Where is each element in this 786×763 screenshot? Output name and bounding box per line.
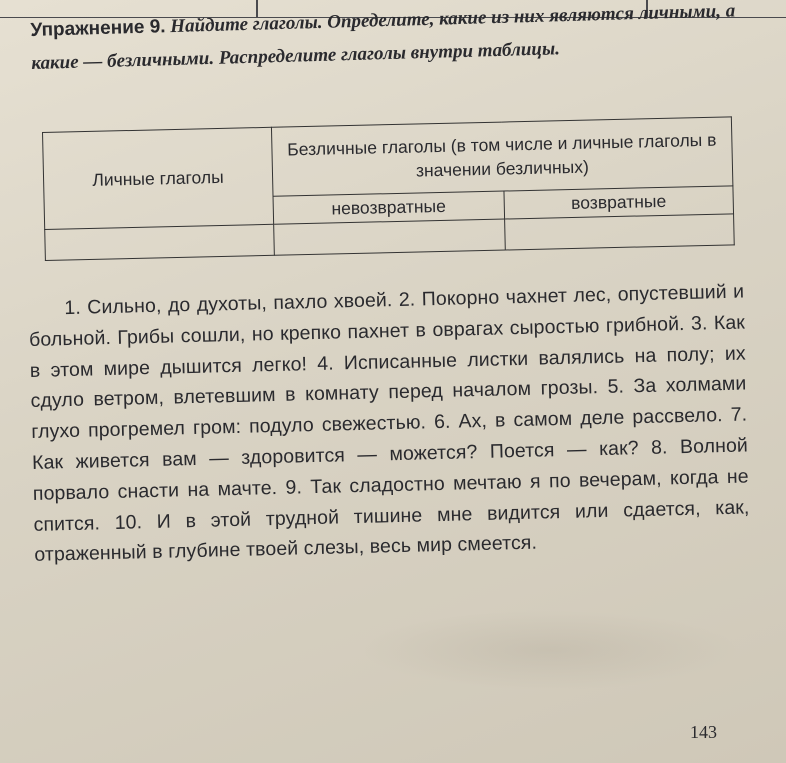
empty-cell-reflexive (504, 214, 734, 250)
header-impersonal-verbs: Безличные глаголы (в том числе и личные глаголы в значении безличных) (271, 117, 733, 196)
exercise-sentences (28, 277, 751, 572)
exercise-label: Упражнение 9. (30, 16, 166, 41)
header-personal-verbs: Личные глаголы (43, 127, 274, 229)
page-number: 143 (690, 722, 717, 742)
empty-cell-nonreflexive (274, 219, 506, 255)
bleed-through-shadow (360, 610, 740, 690)
sentences-paragraph: 1. Сильно, до духоты, пахло хвоей. 2. Покорно чахнет лес, опустевший и больной. Грибы сошли, но крепко пахнет в оврагах сыростью грибной. 3. Как в этом мире дышится легко! 4. Исписанные листки валялись на полу; их сдуло ветром, влетевшим в комнату перед началом грозы. 5. За холмами глухо прогремел гром: подуло свежестью. 6. Ах, в самом деле рассвело. 7. Как живется вам — здоровится — можется? Поется — как? 8. Волной порвало снасти на мачте. 9. Так сладостно мечтаю я по вечерам, когда не спится. 10. И в этой трудной тишине мне видится или сдается, как, отраженный в глубине твоей слезы, весь мир смеется. (28, 280, 750, 567)
empty-cell-personal (45, 224, 275, 260)
header-nonreflexive: невозвратные (273, 191, 505, 225)
exercise-heading (30, 0, 752, 80)
exercise-task: Найдите глаголы. Определите, какие из них являются личными, а какие — безличными. Распределите глаголы внутри таблицы. (31, 0, 736, 74)
header-reflexive: возвратные (504, 185, 734, 219)
verb-table (42, 116, 735, 261)
